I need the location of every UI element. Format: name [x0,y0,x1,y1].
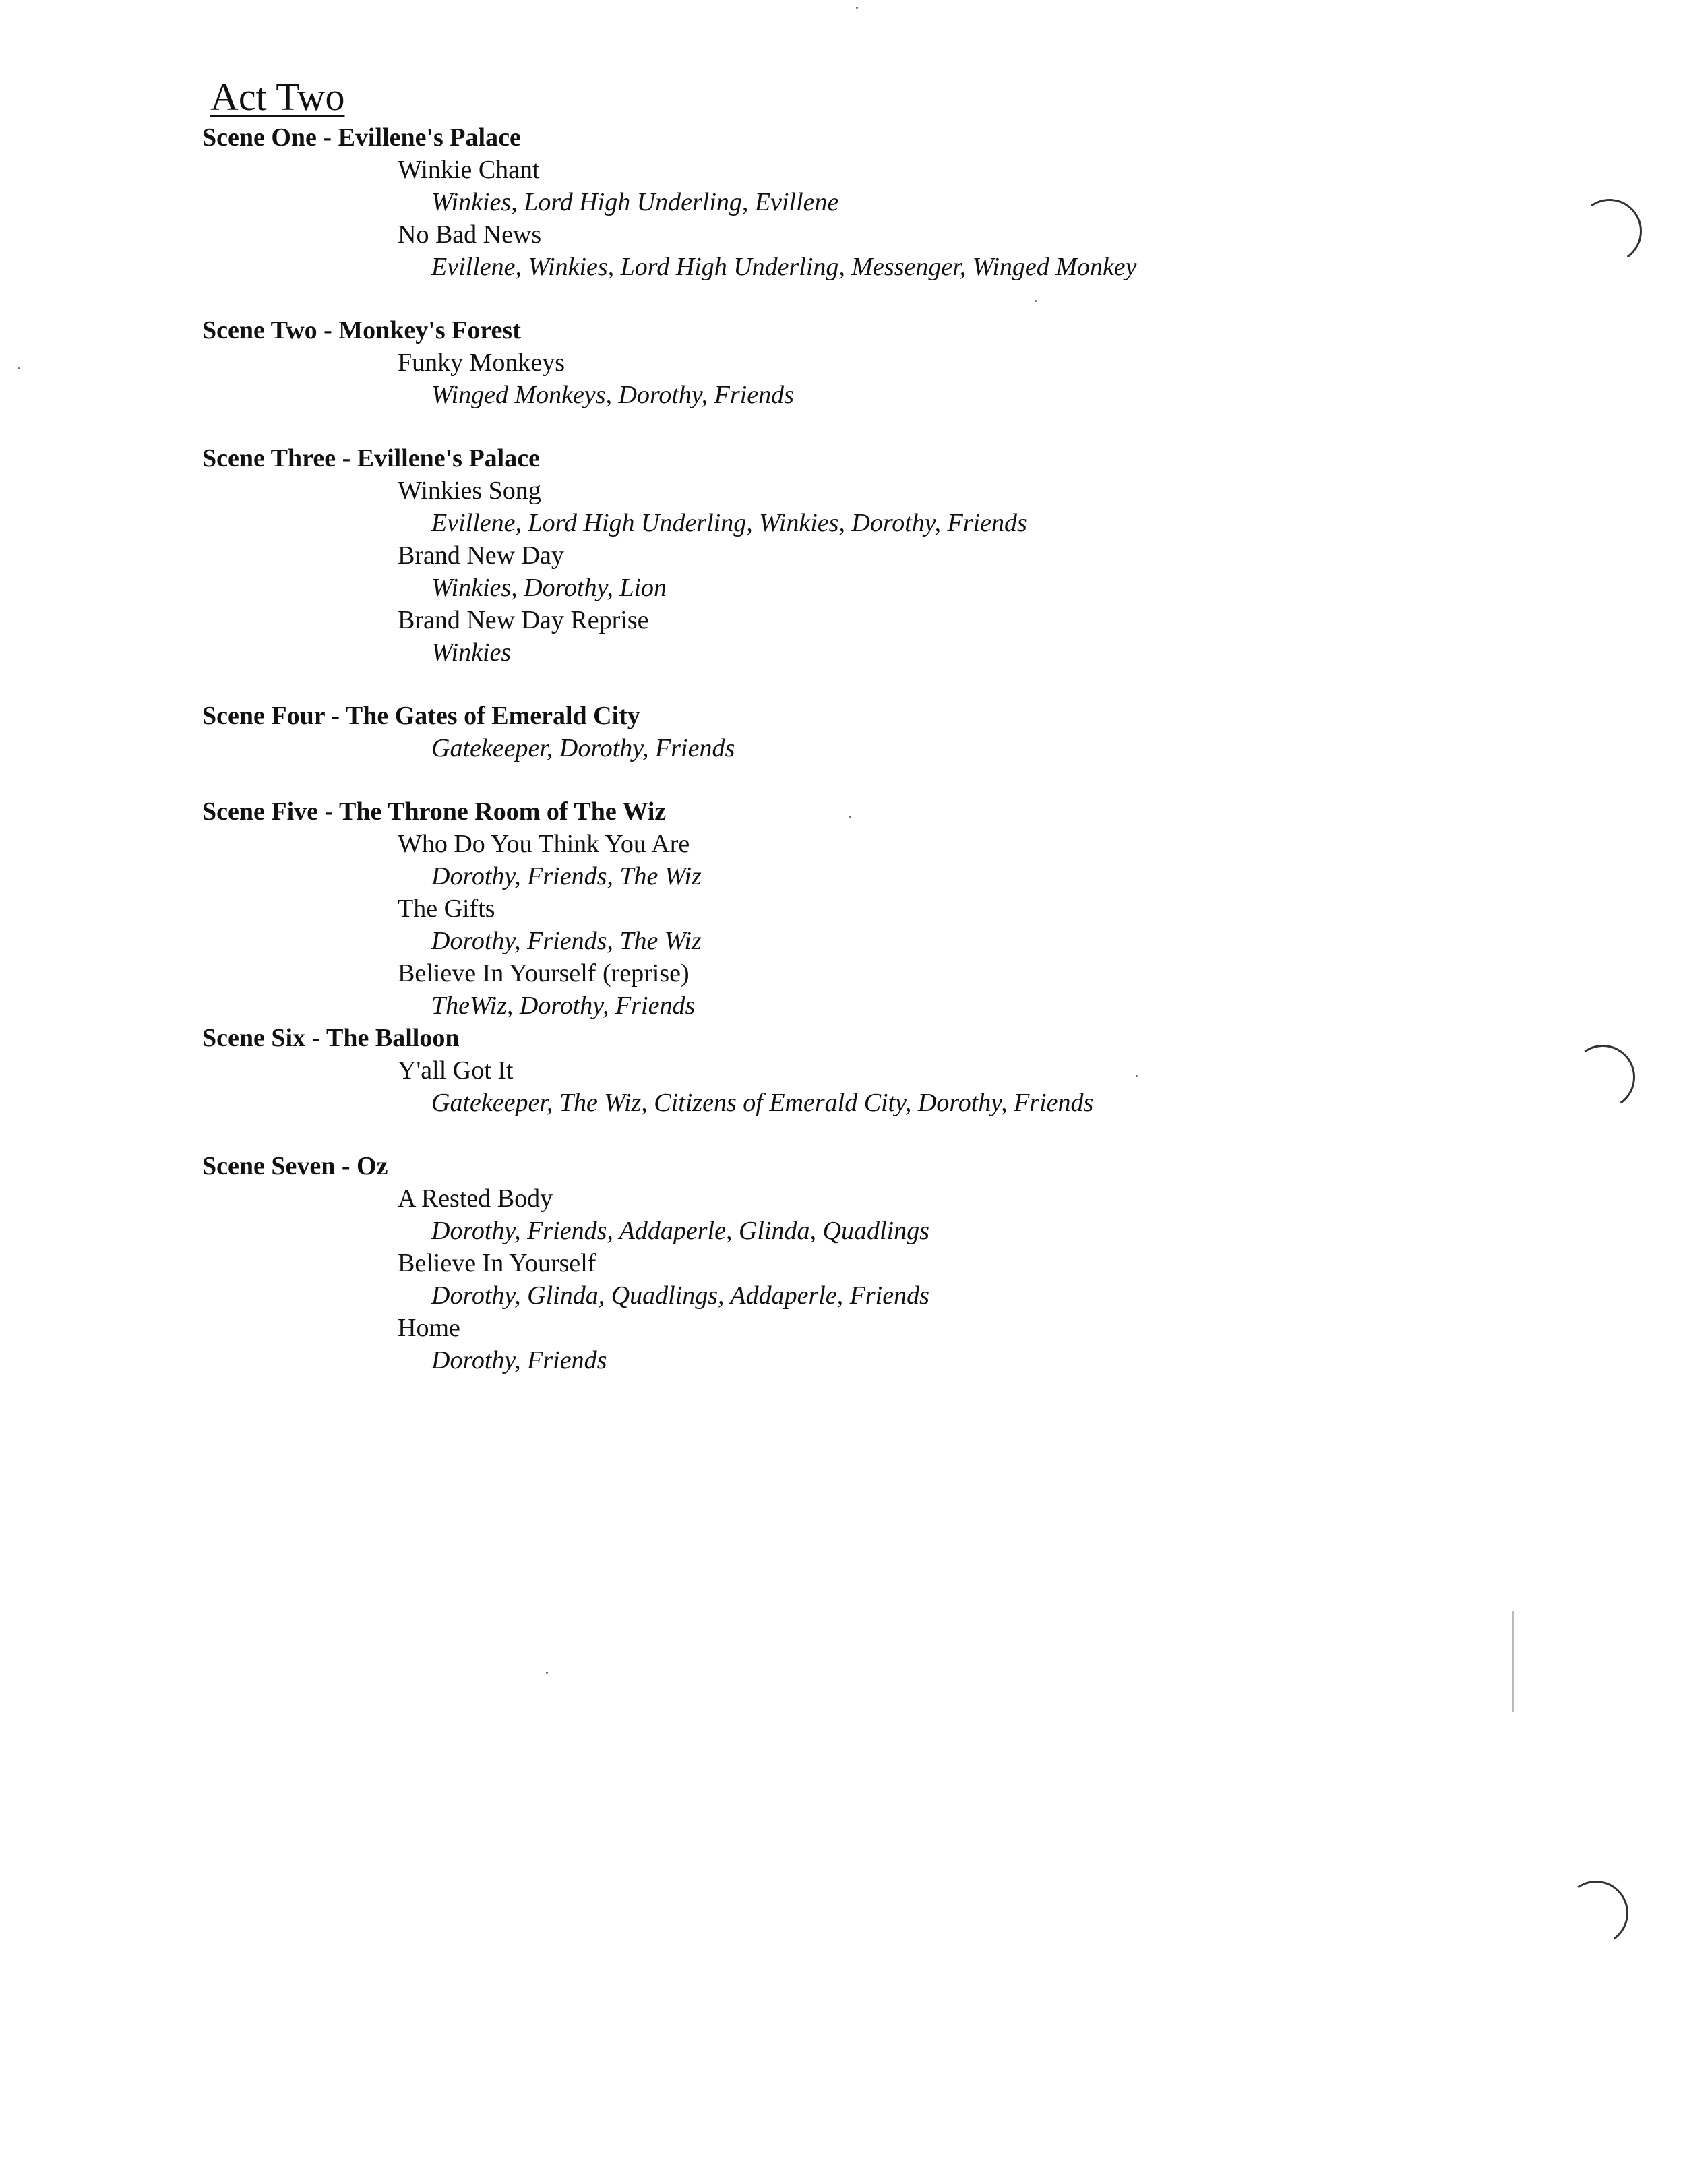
song-cast: Evillene, Lord High Underling, Winkies, Dorothy, Friends [431,509,1027,537]
song-title: Who Do You Think You Are [398,830,690,858]
song-title: Winkie Chant [398,156,540,184]
song-entry [398,892,1281,957]
binder-hole-mark [1565,1039,1640,1114]
scan-speck [1136,1075,1138,1077]
song-cast: Evillene, Winkies, Lord High Underling, Messenger, Winged Monkey [431,253,1137,281]
song-entry [398,1247,1281,1312]
song-title: Believe In Yourself [398,1249,596,1277]
scene-one [202,121,1281,283]
song-entry [398,218,1281,283]
song-entry [398,1054,1281,1119]
scan-edge-line [1512,1611,1514,1712]
song-entry [398,957,1281,1022]
binder-hole-mark [1558,1875,1633,1950]
song-entry [398,828,1281,892]
scan-speck [546,1672,548,1674]
scene-seven [202,1150,1281,1376]
scan-speck [1035,300,1037,302]
song-cast: Gatekeeper, The Wiz, Citizens of Emerald City, Dorothy, Friends [431,1089,1094,1117]
scene-three [202,442,1281,669]
song-title: Brand New Day [398,541,564,570]
scene-cast: Gatekeeper, Dorothy, Friends [431,734,735,762]
song-cast: Winkies [431,638,512,667]
song-title: Believe In Yourself (reprise) [398,959,690,988]
song-cast: Dorothy, Glinda, Quadlings, Addaperle, Friends [431,1281,929,1310]
song-cast: Winkies, Dorothy, Lion [431,574,667,602]
song-entry [398,154,1281,218]
song-title: A Rested Body [398,1184,553,1213]
scene-heading: Scene Six - The Balloon [202,1024,460,1052]
song-cast: Dorothy, Friends, The Wiz [431,862,702,890]
scene-heading: Scene Two - Monkey's Forest [202,316,521,344]
binder-hole-mark [1572,193,1647,268]
scene-heading: Scene Four - The Gates of Emerald City [202,702,640,730]
song-title: Funky Monkeys [398,348,565,377]
song-entry [398,1182,1281,1247]
song-title: Winkies Song [398,477,541,505]
scene-heading: Scene One - Evillene's Palace [202,123,521,152]
song-title: No Bad News [398,220,542,249]
scene-four [202,700,1281,764]
song-entry [398,604,1281,669]
song-cast: TheWiz, Dorothy, Friends [431,992,696,1020]
song-cast: Dorothy, Friends, The Wiz [431,927,702,955]
scene-heading: Scene Seven - Oz [202,1152,388,1180]
song-title: Brand New Day Reprise [398,606,649,634]
scan-speck [856,7,858,9]
scene-six [202,1022,1281,1119]
song-cast: Winged Monkeys, Dorothy, Friends [431,381,794,409]
song-list [202,73,1281,1376]
scene-two [202,314,1281,411]
scan-speck [849,816,851,818]
song-entry [398,1312,1281,1376]
song-title: Home [398,1314,460,1342]
scene-five [202,795,1281,1022]
scene-heading: Scene Three - Evillene's Palace [202,444,540,473]
scan-speck [18,367,20,369]
song-entry [398,539,1281,604]
song-title: The Gifts [398,894,495,923]
song-entry [398,475,1281,539]
song-cast: Dorothy, Friends [431,1346,607,1374]
scene-heading: Scene Five - The Throne Room of The Wiz [202,797,667,826]
act-title: Act Two [210,75,345,119]
song-cast: Winkies, Lord High Underling, Evillene [431,188,839,216]
song-title: Y'all Got It [398,1056,514,1085]
song-cast: Dorothy, Friends, Addaperle, Glinda, Quadlings [431,1217,929,1245]
song-entry [398,346,1281,411]
